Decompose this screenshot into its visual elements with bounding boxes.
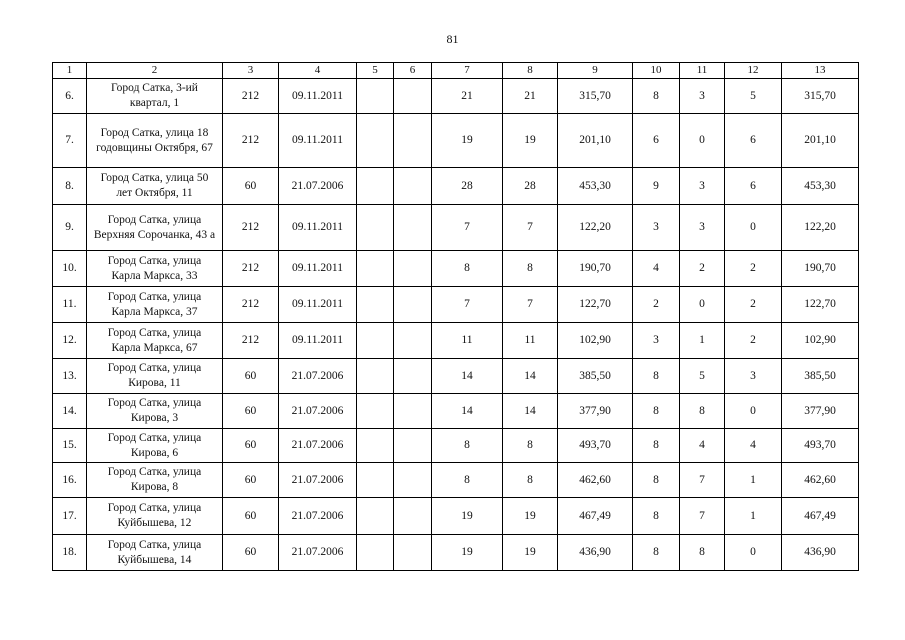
address-line-1: Город Сатка, улица bbox=[107, 502, 202, 514]
cell-c11: 7 bbox=[680, 463, 725, 498]
cell-c10: 8 bbox=[633, 498, 680, 535]
cell-c8: 7 bbox=[503, 205, 558, 251]
cell-c9: 201,10 bbox=[558, 114, 633, 168]
cell-c6 bbox=[394, 498, 432, 535]
cell-c9: 436,90 bbox=[558, 535, 633, 571]
cell-c3: 212 bbox=[223, 287, 279, 323]
cell-c3: 60 bbox=[223, 394, 279, 429]
cell-c11: 8 bbox=[680, 535, 725, 571]
cell-c12: 1 bbox=[725, 463, 782, 498]
cell-c8: 8 bbox=[503, 429, 558, 463]
cell-c7: 8 bbox=[432, 429, 503, 463]
cell-c12: 2 bbox=[725, 323, 782, 359]
column-header-1: 1 bbox=[53, 63, 87, 79]
address-line-2: Верхняя Сорочанка, 43 а bbox=[93, 228, 216, 241]
cell-c3: 212 bbox=[223, 251, 279, 287]
address-cell bbox=[87, 79, 223, 114]
cell-c7: 7 bbox=[432, 287, 503, 323]
cell-c10: 8 bbox=[633, 394, 680, 429]
cell-n: 7. bbox=[53, 114, 87, 168]
table-row bbox=[53, 535, 859, 571]
cell-c13: 453,30 bbox=[782, 168, 859, 205]
cell-c5 bbox=[357, 535, 394, 571]
cell-c8: 14 bbox=[503, 359, 558, 394]
cell-c5 bbox=[357, 79, 394, 114]
cell-c12: 2 bbox=[725, 251, 782, 287]
cell-c11: 2 bbox=[680, 251, 725, 287]
cell-c3: 212 bbox=[223, 114, 279, 168]
address-line-2: Кирова, 6 bbox=[130, 446, 179, 459]
address-cell bbox=[87, 323, 223, 359]
cell-c3: 60 bbox=[223, 168, 279, 205]
cell-c11: 8 bbox=[680, 394, 725, 429]
cell-n: 9. bbox=[53, 205, 87, 251]
column-header-13: 13 bbox=[782, 63, 859, 79]
cell-c4: 21.07.2006 bbox=[279, 168, 357, 205]
table-row bbox=[53, 429, 859, 463]
cell-c4: 09.11.2011 bbox=[279, 79, 357, 114]
address-line-2: Кирова, 11 bbox=[128, 377, 181, 389]
table-row bbox=[53, 463, 859, 498]
cell-c10: 8 bbox=[633, 79, 680, 114]
cell-n: 10. bbox=[53, 251, 87, 287]
cell-c3: 60 bbox=[223, 535, 279, 571]
cell-c5 bbox=[357, 394, 394, 429]
address-cell bbox=[87, 205, 223, 251]
address-line-2: квартал, 1 bbox=[129, 97, 180, 109]
cell-n: 18. bbox=[53, 535, 87, 571]
address-line-2: Кирова, 3 bbox=[130, 412, 179, 424]
cell-c4: 09.11.2011 bbox=[279, 114, 357, 168]
cell-c12: 0 bbox=[725, 394, 782, 429]
cell-c9: 377,90 bbox=[558, 394, 633, 429]
cell-n: 8. bbox=[53, 168, 87, 205]
cell-c5 bbox=[357, 498, 394, 535]
cell-c8: 28 bbox=[503, 168, 558, 205]
cell-c6 bbox=[394, 205, 432, 251]
address-line-2: Карла Маркса, 33 bbox=[111, 269, 198, 282]
cell-c11: 1 bbox=[680, 323, 725, 359]
page-number: 81 bbox=[446, 32, 459, 46]
cell-c6 bbox=[394, 287, 432, 323]
cell-c11: 0 bbox=[680, 114, 725, 168]
cell-n: 15. bbox=[53, 429, 87, 463]
column-header-8: 8 bbox=[503, 63, 558, 79]
cell-c11: 3 bbox=[680, 205, 725, 251]
cell-c10: 6 bbox=[633, 114, 680, 168]
cell-n: 17. bbox=[53, 498, 87, 535]
cell-c12: 5 bbox=[725, 79, 782, 114]
cell-c13: 201,10 bbox=[782, 114, 859, 168]
cell-c10: 3 bbox=[633, 323, 680, 359]
cell-c9: 462,60 bbox=[558, 463, 633, 498]
cell-n: 13. bbox=[53, 359, 87, 394]
cell-c4: 21.07.2006 bbox=[279, 394, 357, 429]
cell-c13: 462,60 bbox=[782, 463, 859, 498]
cell-c6 bbox=[394, 79, 432, 114]
cell-c4: 21.07.2006 bbox=[279, 535, 357, 571]
cell-c6 bbox=[394, 463, 432, 498]
cell-c11: 0 bbox=[680, 287, 725, 323]
address-cell bbox=[87, 168, 223, 205]
cell-c5 bbox=[357, 323, 394, 359]
address-line-1: Город Сатка, улица 18 bbox=[100, 126, 209, 139]
table-body bbox=[53, 79, 859, 571]
cell-c10: 3 bbox=[633, 205, 680, 251]
cell-c5 bbox=[357, 205, 394, 251]
address-line-2: Куйбышева, 12 bbox=[117, 517, 192, 529]
address-cell bbox=[87, 463, 223, 498]
cell-c3: 60 bbox=[223, 463, 279, 498]
cell-c10: 8 bbox=[633, 463, 680, 498]
cell-c6 bbox=[394, 251, 432, 287]
cell-n: 11. bbox=[53, 287, 87, 323]
cell-c11: 7 bbox=[680, 498, 725, 535]
cell-c9: 315,70 bbox=[558, 79, 633, 114]
cell-c8: 11 bbox=[503, 323, 558, 359]
cell-c7: 8 bbox=[432, 251, 503, 287]
cell-c12: 0 bbox=[725, 205, 782, 251]
column-header-3: 3 bbox=[223, 63, 279, 79]
cell-c6 bbox=[394, 429, 432, 463]
address-line-1: Город Сатка, улица bbox=[107, 538, 202, 551]
cell-c9: 493,70 bbox=[558, 429, 633, 463]
table-header bbox=[53, 63, 859, 79]
cell-c9: 467,49 bbox=[558, 498, 633, 535]
cell-c9: 122,20 bbox=[558, 205, 633, 251]
cell-n: 16. bbox=[53, 463, 87, 498]
cell-c9: 102,90 bbox=[558, 323, 633, 359]
cell-c4: 09.11.2011 bbox=[279, 205, 357, 251]
cell-c7: 19 bbox=[432, 114, 503, 168]
cell-c7: 19 bbox=[432, 498, 503, 535]
cell-c3: 212 bbox=[223, 205, 279, 251]
cell-c11: 3 bbox=[680, 168, 725, 205]
cell-c13: 493,70 bbox=[782, 429, 859, 463]
cell-c13: 377,90 bbox=[782, 394, 859, 429]
cell-c8: 21 bbox=[503, 79, 558, 114]
address-cell bbox=[87, 359, 223, 394]
housing-table bbox=[52, 62, 859, 571]
column-header-7: 7 bbox=[432, 63, 503, 79]
address-cell bbox=[87, 114, 223, 168]
cell-c5 bbox=[357, 114, 394, 168]
cell-c4: 21.07.2006 bbox=[279, 463, 357, 498]
cell-c5 bbox=[357, 429, 394, 463]
cell-c8: 14 bbox=[503, 394, 558, 429]
cell-c12: 1 bbox=[725, 498, 782, 535]
cell-c12: 0 bbox=[725, 535, 782, 571]
cell-c8: 8 bbox=[503, 251, 558, 287]
cell-c10: 2 bbox=[633, 287, 680, 323]
address-line-1: Город Сатка, улица bbox=[107, 466, 202, 478]
cell-c7: 21 bbox=[432, 79, 503, 114]
address-line-1: Город Сатка, 3-ий bbox=[111, 82, 198, 94]
table-row bbox=[53, 359, 859, 394]
table-row bbox=[53, 205, 859, 251]
address-line-1: Город Сатка, улица bbox=[107, 254, 202, 267]
cell-c12: 6 bbox=[725, 114, 782, 168]
cell-c10: 4 bbox=[633, 251, 680, 287]
cell-c11: 5 bbox=[680, 359, 725, 394]
column-header-4: 4 bbox=[279, 63, 357, 79]
cell-c7: 11 bbox=[432, 323, 503, 359]
cell-c7: 7 bbox=[432, 205, 503, 251]
address-cell bbox=[87, 287, 223, 323]
table-row bbox=[53, 79, 859, 114]
cell-c6 bbox=[394, 323, 432, 359]
cell-c4: 09.11.2011 bbox=[279, 323, 357, 359]
cell-c4: 21.07.2006 bbox=[279, 498, 357, 535]
cell-c13: 436,90 bbox=[782, 535, 859, 571]
address-cell bbox=[87, 498, 223, 535]
cell-c8: 8 bbox=[503, 463, 558, 498]
cell-n: 12. bbox=[53, 323, 87, 359]
cell-c6 bbox=[394, 394, 432, 429]
cell-c11: 4 bbox=[680, 429, 725, 463]
cell-c8: 19 bbox=[503, 114, 558, 168]
cell-c12: 6 bbox=[725, 168, 782, 205]
column-header-6: 6 bbox=[394, 63, 432, 79]
address-line-1: Город Сатка, улица bbox=[107, 213, 202, 226]
cell-c13: 315,70 bbox=[782, 79, 859, 114]
address-line-2: Куйбышева, 14 bbox=[117, 553, 192, 566]
cell-c9: 190,70 bbox=[558, 251, 633, 287]
cell-n: 14. bbox=[53, 394, 87, 429]
address-line-1: Город Сатка, улица bbox=[107, 431, 202, 444]
address-line-2: годовщины Октября, 67 bbox=[96, 141, 213, 154]
cell-c13: 190,70 bbox=[782, 251, 859, 287]
cell-c7: 14 bbox=[432, 394, 503, 429]
cell-c3: 212 bbox=[223, 79, 279, 114]
cell-c5 bbox=[357, 287, 394, 323]
address-line-1: Город Сатка, улица 50 bbox=[100, 172, 209, 184]
cell-c9: 453,30 bbox=[558, 168, 633, 205]
cell-c3: 60 bbox=[223, 429, 279, 463]
cell-c10: 8 bbox=[633, 429, 680, 463]
cell-c13: 122,20 bbox=[782, 205, 859, 251]
address-cell bbox=[87, 535, 223, 571]
cell-c13: 467,49 bbox=[782, 498, 859, 535]
column-header-12: 12 bbox=[725, 63, 782, 79]
cell-c13: 122,70 bbox=[782, 287, 859, 323]
column-header-2: 2 bbox=[87, 63, 223, 79]
address-line-1: Город Сатка, улица bbox=[107, 362, 202, 374]
column-header-5: 5 bbox=[357, 63, 394, 79]
cell-c5 bbox=[357, 463, 394, 498]
address-line-2: Кирова, 8 bbox=[130, 481, 179, 493]
cell-n: 6. bbox=[53, 79, 87, 114]
cell-c10: 8 bbox=[633, 359, 680, 394]
cell-c3: 212 bbox=[223, 323, 279, 359]
cell-c7: 28 bbox=[432, 168, 503, 205]
cell-c3: 60 bbox=[223, 498, 279, 535]
table-row bbox=[53, 168, 859, 205]
address-cell bbox=[87, 251, 223, 287]
cell-c6 bbox=[394, 535, 432, 571]
address-cell bbox=[87, 429, 223, 463]
cell-c13: 102,90 bbox=[782, 323, 859, 359]
address-line-2: Карла Маркса, 37 bbox=[111, 305, 198, 318]
cell-c5 bbox=[357, 168, 394, 205]
cell-c9: 385,50 bbox=[558, 359, 633, 394]
table-row bbox=[53, 287, 859, 323]
address-line-2: лет Октября, 11 bbox=[116, 187, 193, 199]
cell-c10: 8 bbox=[633, 535, 680, 571]
cell-c6 bbox=[394, 359, 432, 394]
table-row bbox=[53, 114, 859, 168]
cell-c12: 4 bbox=[725, 429, 782, 463]
column-header-9: 9 bbox=[558, 63, 633, 79]
cell-c4: 09.11.2011 bbox=[279, 287, 357, 323]
cell-c8: 7 bbox=[503, 287, 558, 323]
cell-c5 bbox=[357, 251, 394, 287]
table-row bbox=[53, 394, 859, 429]
cell-c10: 9 bbox=[633, 168, 680, 205]
address-cell bbox=[87, 394, 223, 429]
cell-c4: 21.07.2006 bbox=[279, 429, 357, 463]
address-line-1: Город Сатка, улица bbox=[107, 397, 202, 409]
address-line-1: Город Сатка, улица bbox=[107, 326, 202, 339]
address-line-2: Карла Маркса, 67 bbox=[111, 341, 198, 354]
cell-c8: 19 bbox=[503, 498, 558, 535]
cell-c12: 3 bbox=[725, 359, 782, 394]
cell-c12: 2 bbox=[725, 287, 782, 323]
address-line-1: Город Сатка, улица bbox=[107, 290, 202, 303]
cell-c11: 3 bbox=[680, 79, 725, 114]
table-row bbox=[53, 323, 859, 359]
cell-c13: 385,50 bbox=[782, 359, 859, 394]
cell-c7: 8 bbox=[432, 463, 503, 498]
cell-c9: 122,70 bbox=[558, 287, 633, 323]
cell-c6 bbox=[394, 168, 432, 205]
cell-c4: 21.07.2006 bbox=[279, 359, 357, 394]
cell-c7: 14 bbox=[432, 359, 503, 394]
column-header-10: 10 bbox=[633, 63, 680, 79]
header-row bbox=[53, 63, 859, 79]
cell-c7: 19 bbox=[432, 535, 503, 571]
cell-c3: 60 bbox=[223, 359, 279, 394]
cell-c4: 09.11.2011 bbox=[279, 251, 357, 287]
cell-c8: 19 bbox=[503, 535, 558, 571]
cell-c5 bbox=[357, 359, 394, 394]
cell-c6 bbox=[394, 114, 432, 168]
table-row bbox=[53, 251, 859, 287]
table-row bbox=[53, 498, 859, 535]
column-header-11: 11 bbox=[680, 63, 725, 79]
